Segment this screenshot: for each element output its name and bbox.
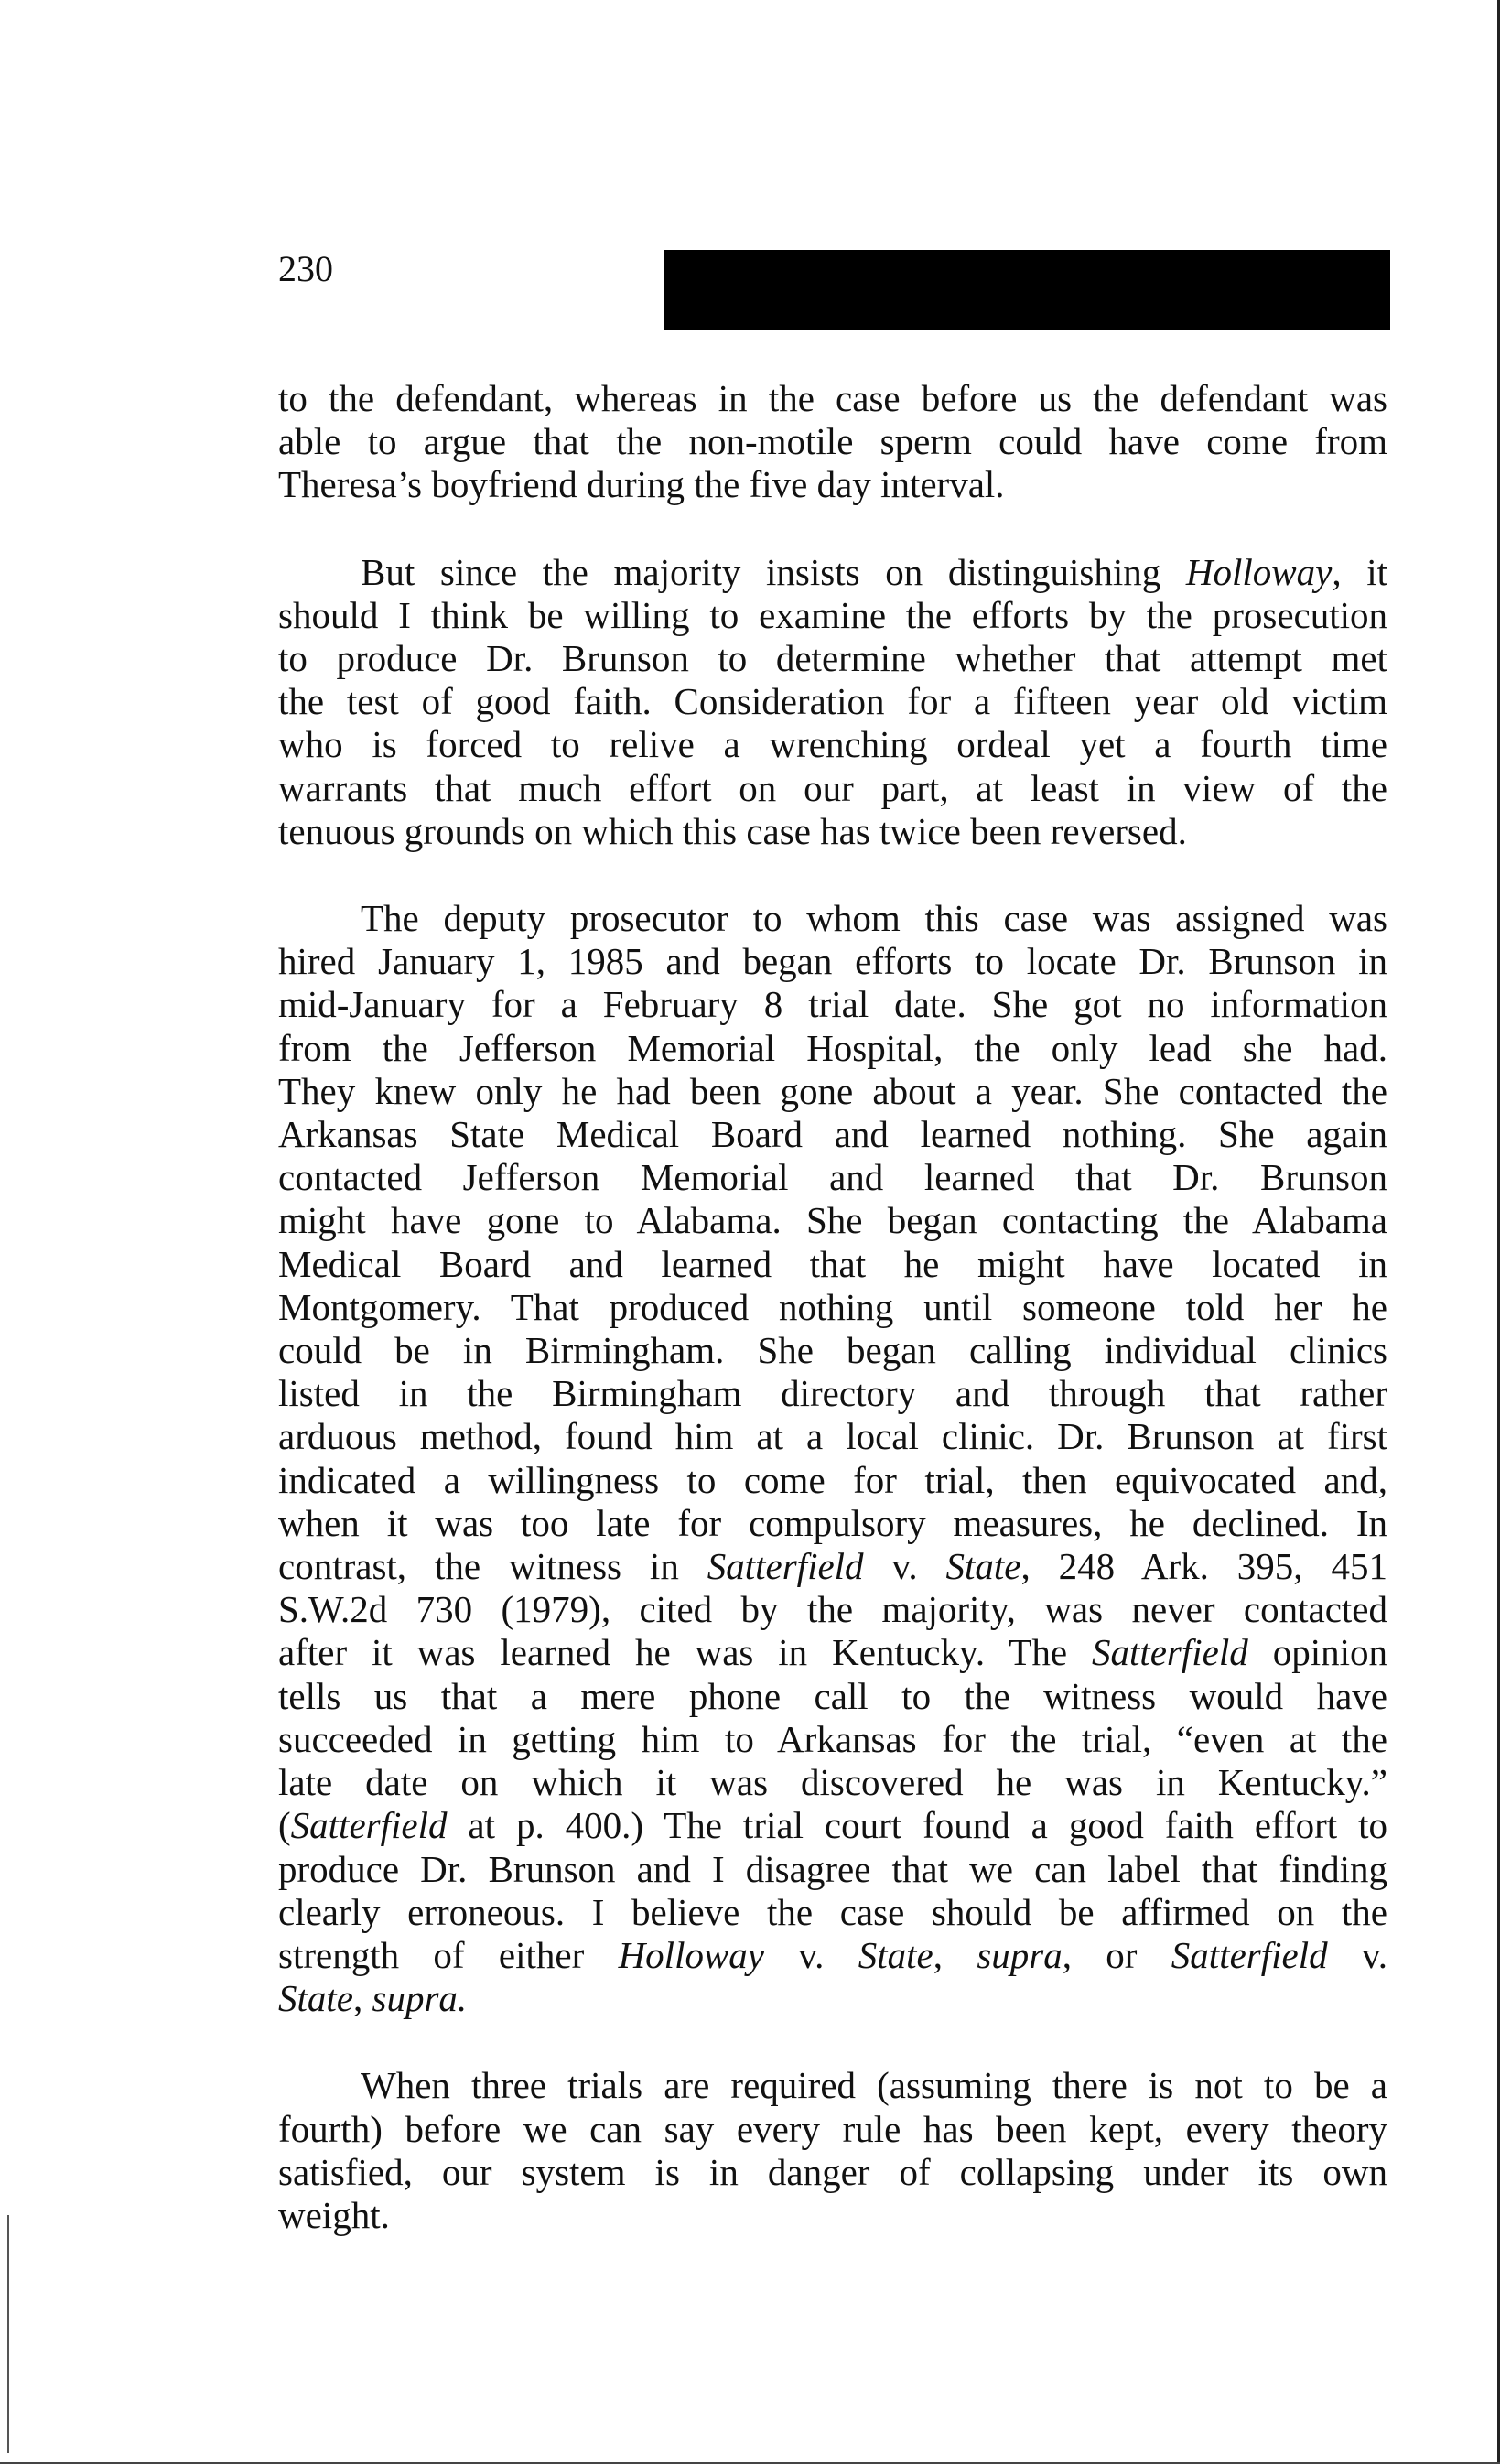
text-line: tenuous grounds on which this case has twice been reversed. — [278, 809, 1187, 852]
text-line — [278, 1631, 1387, 1674]
text-line — [278, 1545, 1387, 1588]
text-line: Medical Board and learned that he might have located in — [278, 1242, 1387, 1285]
paragraph-3 — [278, 897, 1387, 2020]
text-line: Arkansas State Medical Board and learned nothing. She again — [278, 1113, 1387, 1156]
case-name: Satterfield — [1171, 1933, 1328, 1976]
paragraph-2 — [278, 551, 1387, 853]
text-run: , — [933, 1933, 977, 1976]
body-text — [278, 377, 1387, 2281]
text-run: after it was learned he was in Kentucky. The — [278, 1631, 1092, 1674]
text-run: at p. 400.) The trial court found a good faith effort to — [447, 1804, 1387, 1847]
text-line: Montgomery. That produced nothing until someone told her he — [278, 1285, 1387, 1328]
text-line: satisfied, our system is in danger of collapsing under its own — [278, 2150, 1387, 2193]
text-line: S.W.2d 730 (1979), cited by the majority, was never contacted — [278, 1588, 1387, 1631]
text-line: when it was too late for compulsory measures, he declined. In — [278, 1501, 1387, 1544]
text-line: warrants that much effort on our part, at least in view of the — [278, 766, 1387, 809]
text-line: able to argue that the non-motile sperm could have come from — [278, 420, 1387, 463]
text-line: who is forced to relive a wrenching ordeal yet a fourth time — [278, 723, 1387, 766]
text-line: indicated a willingness to come for trial, then equivocated and, — [278, 1458, 1387, 1501]
text-run: opinion — [1247, 1631, 1387, 1674]
text-run: v. — [863, 1545, 946, 1588]
text-run: , 248 Ark. 395, 451 — [1020, 1545, 1387, 1588]
text-line — [278, 1804, 1387, 1847]
text-line — [278, 551, 1387, 594]
case-name: State — [945, 1545, 1021, 1588]
text-line: to produce Dr. Brunson to determine whether that attempt met — [278, 637, 1387, 680]
text-line: late date on which it was discovered he was in Kentucky.” — [278, 1761, 1387, 1804]
text-line: arduous method, found him at a local clinic. Dr. Brunson at first — [278, 1415, 1387, 1458]
case-name: supra. — [372, 1977, 468, 2020]
text-run: contrast, the witness in — [278, 1545, 707, 1588]
text-run: ( — [278, 1804, 291, 1847]
text-line: produce Dr. Brunson and I disagree that we can label that finding — [278, 1847, 1387, 1890]
text-line: mid-January for a February 8 trial date. She got no information — [278, 983, 1387, 1026]
scan-edge-left — [7, 2215, 9, 2453]
text-line: listed in the Birmingham directory and through that rather — [278, 1372, 1387, 1415]
text-line: clearly erroneous. I believe the case should be affirmed on the — [278, 1890, 1387, 1933]
text-run: But since the majority insists on distinguishing — [361, 550, 1186, 593]
text-line: succeeded in getting him to Arkansas for the trial, “even at the — [278, 1717, 1387, 1760]
text-line: the test of good faith. Consideration for a fifteen year old victim — [278, 680, 1387, 723]
page-number: 230 — [278, 248, 333, 289]
text-line — [278, 1977, 1387, 2020]
text-line: from the Jefferson Memorial Hospital, the only lead she had. — [278, 1026, 1387, 1069]
case-name: State — [278, 1977, 353, 2020]
case-name: Satterfield — [707, 1545, 864, 1588]
paragraph-1 — [278, 377, 1387, 507]
text-line: Theresa’s boyfriend during the five day interval. — [278, 463, 1005, 506]
text-line: weight. — [278, 2193, 390, 2236]
text-run: v. — [764, 1933, 858, 1976]
text-run: strength of either — [278, 1933, 619, 1976]
text-line: hired January 1, 1985 and began efforts to locate Dr. Brunson in — [278, 940, 1387, 983]
text-line: to the defendant, whereas in the case before us the defendant was — [278, 377, 1387, 419]
text-line: The deputy prosecutor to whom this case was assigned was — [361, 897, 1387, 940]
text-line: When three trials are required (assuming there is not to be a — [361, 2064, 1387, 2107]
case-name: Holloway — [1185, 550, 1333, 593]
text-line: contacted Jefferson Memorial and learned that Dr. Brunson — [278, 1156, 1387, 1199]
text-run: , it — [1332, 550, 1387, 593]
case-name: Satterfield — [1091, 1631, 1248, 1674]
text-line — [278, 1934, 1387, 1977]
text-run: v. — [1327, 1933, 1388, 1976]
text-line: fourth) before we can say every rule has been kept, every theory — [278, 2107, 1387, 2150]
paragraph-4 — [278, 2064, 1387, 2237]
case-name: Holloway — [618, 1933, 764, 1976]
case-name: supra — [977, 1933, 1063, 1976]
text-line: might have gone to Alabama. She began contacting the Alabama — [278, 1199, 1387, 1242]
text-run: , — [352, 1977, 372, 2020]
text-run: , or — [1062, 1933, 1171, 1976]
text-line: could be in Birmingham. She began calling individual clinics — [278, 1329, 1387, 1372]
text-line: They knew only he had been gone about a year. She contacted the — [278, 1069, 1387, 1112]
case-name: State — [858, 1933, 933, 1976]
case-name: Satterfield — [290, 1804, 448, 1847]
text-line: should I think be willing to examine the efforts by the prosecution — [278, 593, 1387, 636]
text-line: tells us that a mere phone call to the witness would have — [278, 1674, 1387, 1717]
redaction-bar — [664, 250, 1390, 330]
